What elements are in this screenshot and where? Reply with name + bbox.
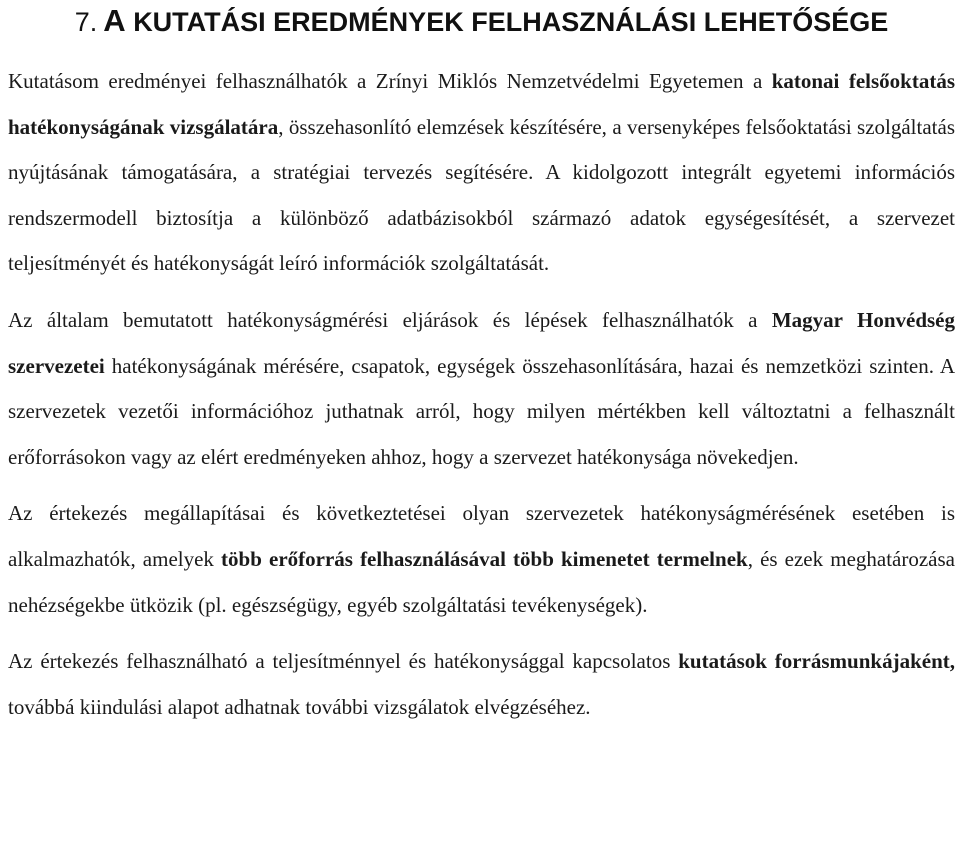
paragraph-3 [8,491,955,628]
document-page [8,0,955,730]
paragraph-3-text-c: , és ezek meghatározása nehézségekbe ütközik (pl. egészségügy, egyéb szolgáltatási tevékenységek). [8,546,956,617]
paragraph-3-text-a: Az értekezés megállapításai és következtetései olyan szervezetek hatékonyságmérésének esetében is alkalmazhatók, amelyek [8,501,955,571]
heading-text: KUTATÁSI EREDMÉNYEK FELHASZNÁLÁSI LEHETŐSÉGE [133,7,889,37]
heading-number: 7. [74,7,98,37]
paragraph-4-text-c: továbbá kiindulási alapot adhatnak további vizsgálatok elvégzéséhez. [8,694,591,719]
paragraph-1-text-a: Kutatásom eredményei felhasználhatók a Zrínyi Miklós Nemzetvédelmi Egyetemen a [8,69,772,93]
paragraph-2 [8,298,955,480]
paragraph-4-bold: kutatások forrásmunkájaként, [678,649,955,674]
paragraph-4 [8,639,955,730]
paragraph-1 [8,59,955,287]
paragraph-3-bold: több erőforrás felhasználásával több kimenetet termelnek [221,546,748,571]
paragraph-1-bold: katonai felsőoktatás hatékonyságának vizsgálatára [8,69,955,139]
paragraph-1-text-c: , összehasonlító elemzések készítésére, a versenyképes felsőoktatási szolgáltatás nyújtásának támogatására, a stratégiai tervezés segítésére. A kidolgozott integrált egyetemi információs rendszermodell biztosítja a különböző adatbázisokból származó adatok egységesítését, a szervezet teljesítményét és hatékonyságát leíró információk szolgáltatását. [8,114,956,276]
section-heading [8,0,955,41]
paragraph-2-text-a: Az általam bemutatott hatékonyságmérési eljárások és lépések felhasználhatók a [8,307,772,332]
paragraph-4-text-a: Az értekezés felhasználható a teljesítménnyel és hatékonysággal kapcsolatos [8,649,679,674]
paragraph-2-text-c: hatékonyságának mérésére, csapatok, egységek összehasonlítására, hazai és nemzetközi szinten. A szervezetek vezetői információhoz juthatnak arról, hogy milyen mértékben kell változtatni a felhasznált erőforrásokon vagy az elért eredményeken ahhoz, hogy a szervezet hatékonysága növekedjen. [8,353,955,469]
paragraph-2-bold: Magyar Honvédség szervezetei [8,307,955,378]
heading-initial: A [103,3,126,38]
